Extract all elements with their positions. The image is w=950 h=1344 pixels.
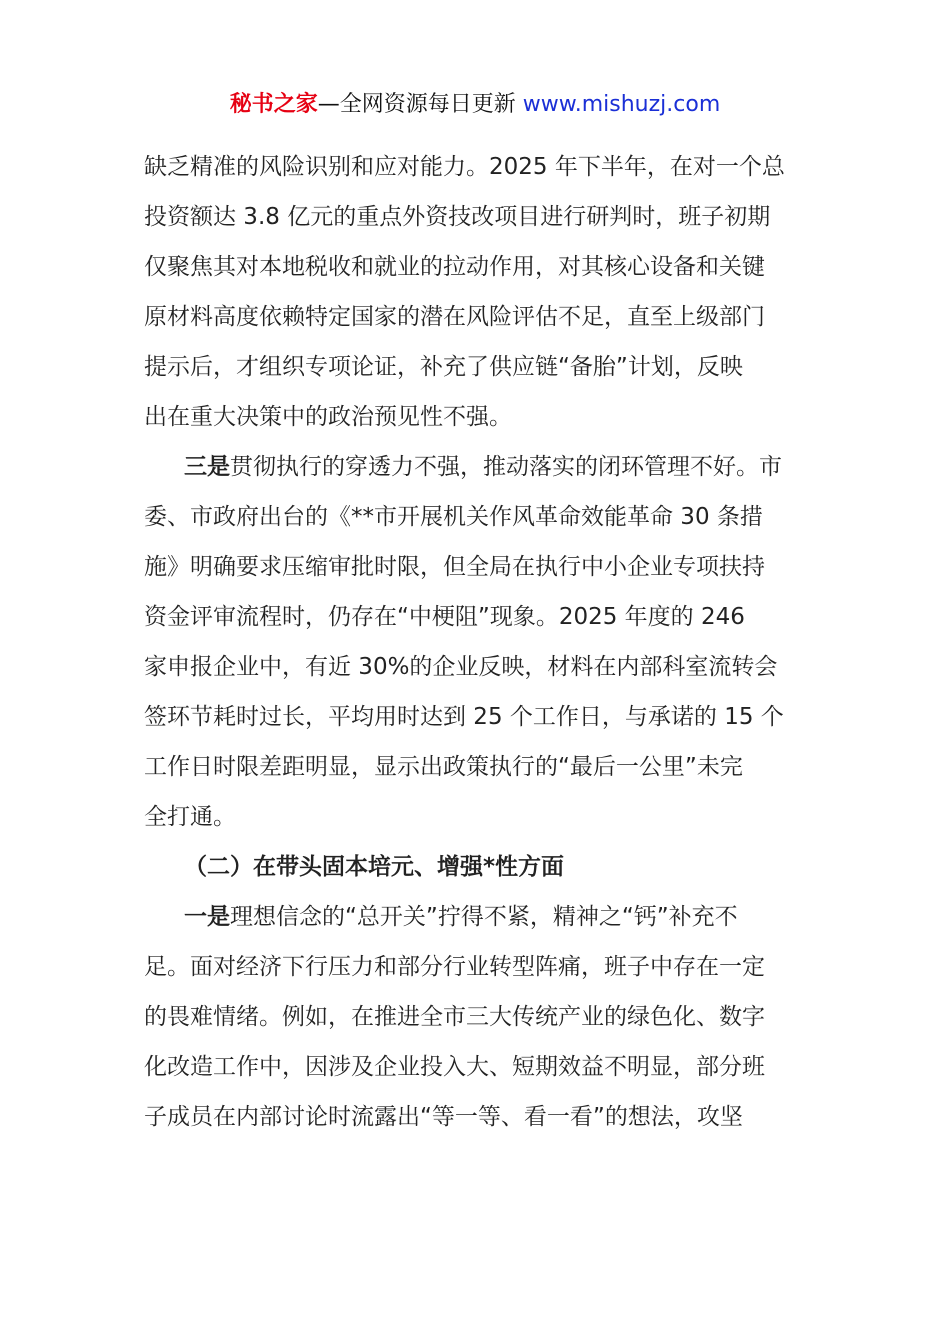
text-line: 化改造工作中，因涉及企业投入大、短期效益不明显，部分班 <box>144 1054 765 1080</box>
text-line: 的畏难情绪。例如，在推进全市三大传统产业的绿色化、数字 <box>144 1004 765 1030</box>
header-tagline: —全网资源每日更新 <box>317 92 523 117</box>
page-header <box>0 88 950 122</box>
text-line: 足。面对经济下行压力和部分行业转型阵痛，班子中存在一定 <box>144 954 765 980</box>
text-line: 子成员在内部讨论时流露出“等一等、看一看”的想法，攻坚 <box>144 1104 743 1130</box>
paragraph-text: 理想信念的“总开关”拧得不紧，精神之“钙”补充不 <box>230 904 738 930</box>
paragraph-text: 贯彻执行的穿透力不强，推动落实的闭环管理不好。市 <box>230 454 782 480</box>
text-line: 施》明确要求压缩审批时限，但全局在执行中小企业专项扶持 <box>144 554 765 580</box>
text-line: 签环节耗时过长，平均用时达到 25 个工作日，与承诺的 15 个 <box>144 704 784 730</box>
text-line: 委、市政府出台的《**市开展机关作风革命效能革命 30 条措 <box>144 504 763 530</box>
brand-name: 秘书之家 <box>229 92 318 117</box>
text-line: 全打通。 <box>144 804 236 830</box>
text-line: 仅聚焦其对本地税收和就业的拉动作用，对其核心设备和关键 <box>144 254 765 280</box>
text-line: 出在重大决策中的政治预见性不强。 <box>144 404 512 430</box>
text-line: 缺乏精准的风险识别和应对能力。2025 年下半年，在对一个总 <box>144 154 785 180</box>
paragraph-lead: 三是 <box>184 454 230 480</box>
paragraph-start-line <box>144 892 808 942</box>
text-line: 家申报企业中，有近 30%的企业反映，材料在内部科室流转会 <box>144 654 778 680</box>
text-line: 提示后，才组织专项论证，补充了供应链“备胎”计划，反映 <box>144 354 743 380</box>
text-line: 工作日时限差距明显，显示出政策执行的“最后一公里”未完 <box>144 754 743 780</box>
paragraph-lead: 一是 <box>184 904 230 930</box>
text-line: 投资额达 3.8 亿元的重点外资技改项目进行研判时，班子初期 <box>144 204 771 230</box>
site-url-link[interactable]: www.mishuzj.com <box>522 92 721 117</box>
paragraph-start-line <box>144 442 808 492</box>
text-line: 资金评审流程时，仍存在“中梗阻”现象。2025 年度的 246 <box>144 604 745 630</box>
document-body <box>144 142 808 1142</box>
text-line: 原材料高度依赖特定国家的潜在风险评估不足，直至上级部门 <box>144 304 765 330</box>
section-heading: （二）在带头固本培元、增强*性方面 <box>184 854 565 880</box>
